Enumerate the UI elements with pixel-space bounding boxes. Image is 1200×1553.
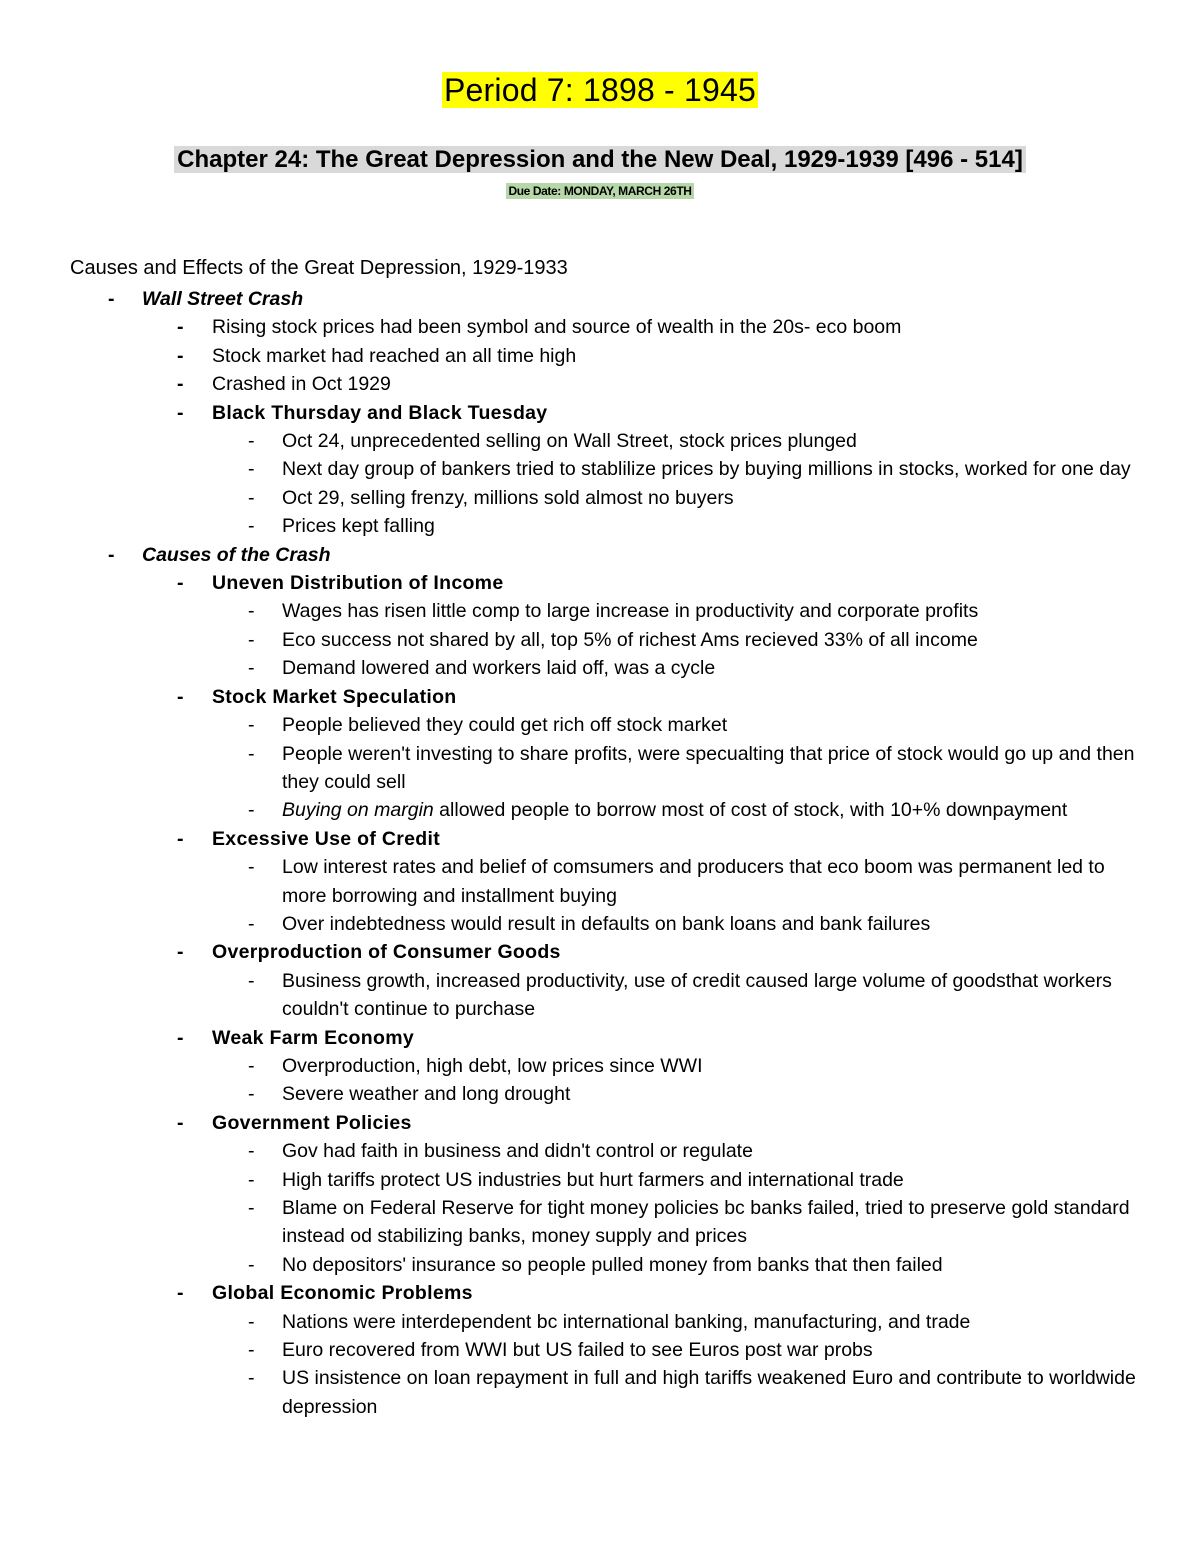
list-item: [0, 512, 1200, 540]
list-item-text: High tariffs protect US industries but hurt farmers and international trade: [282, 1168, 904, 1191]
list-item-text: Business growth, increased productivity, use of credit caused large volume of goodsthat workers couldn't continue to purchase: [282, 969, 1112, 1021]
list-item-text: Uneven Distribution of Income: [212, 572, 504, 595]
bullet-dash: -: [248, 1339, 255, 1362]
list-item-text: Rising stock prices had been symbol and source of wealth in the 20s- eco boom: [212, 316, 902, 339]
list-item: [0, 1279, 1200, 1307]
bullet-dash: -: [248, 742, 255, 765]
list-item-text: Overproduction of Consumer Goods: [212, 941, 561, 964]
bullet-dash: -: [248, 1168, 255, 1191]
list-item: [0, 938, 1200, 966]
list-item: [0, 1024, 1200, 1052]
list-item: [0, 370, 1200, 398]
list-item: [0, 654, 1200, 682]
list-item-text: People weren't investing to share profits, were specualting that price of stock would go up and then they could sell: [282, 742, 1135, 793]
bullet-dash: -: [177, 316, 184, 339]
list-item: [0, 1137, 1200, 1165]
list-item-text: US insistence on loan repayment in full and high tariffs weakened Euro and contribute to worldwide depression: [282, 1367, 1136, 1418]
list-item-text: Excessive Use of Credit: [212, 827, 441, 850]
bullet-dash: -: [177, 373, 184, 396]
list-item-text: Over indebtedness would result in defaults on bank loans and bank failures: [282, 912, 931, 935]
bullet-dash: -: [248, 515, 255, 538]
bullet-dash: -: [248, 1054, 255, 1077]
list-item: [0, 1109, 1200, 1137]
bullet-dash: -: [108, 543, 115, 566]
section-heading: Causes and Effects of the Great Depression, 1929-1933: [70, 257, 568, 279]
list-item: [0, 711, 1200, 739]
list-item: [0, 1166, 1200, 1194]
list-item-text: Crashed in Oct 1929: [212, 373, 391, 396]
bullet-dash: -: [108, 288, 115, 310]
list-item: [0, 541, 1200, 569]
list-item: [0, 967, 1200, 1024]
list-item-text: Stock market had reached an all time high: [212, 344, 577, 367]
list-item: [0, 399, 1200, 427]
list-item: [0, 683, 1200, 711]
list-item-text: Gov had faith in business and didn't control or regulate: [282, 1140, 753, 1163]
bullet-dash: -: [248, 628, 255, 651]
list-item: [0, 1194, 1200, 1251]
bullet-dash: -: [248, 458, 255, 481]
list-item: [0, 455, 1200, 483]
bullet-dash: -: [248, 1367, 255, 1390]
list-item-text: Global Economic Problems: [212, 1282, 473, 1305]
list-item-text: Low interest rates and belief of comsumers and producers that eco boom was permanent led to more borrowing and installment buying: [282, 856, 1105, 907]
bullet-dash: -: [248, 1197, 255, 1219]
list-item-text: Government Policies: [212, 1111, 412, 1134]
list-item: [0, 597, 1200, 625]
list-item: [0, 1364, 1200, 1421]
chapter-title: Chapter 24: The Great Depression and the New Deal, 1929-1939 [496 - 514]: [0, 146, 1200, 174]
list-item: [0, 313, 1200, 341]
list-item-text: People believed they could get rich off stock market: [282, 714, 728, 737]
list-item-text: Severe weather and long drought: [282, 1083, 571, 1106]
list-item-text: Euro recovered from WWI but US failed to see Euros post war probs: [282, 1339, 873, 1362]
bullet-dash: -: [248, 969, 255, 992]
list-item: [0, 740, 1200, 797]
list-item-text: Weak Farm Economy: [212, 1026, 414, 1049]
bullet-dash: -: [248, 1083, 255, 1106]
bullet-dash: -: [177, 1026, 184, 1049]
list-item: [0, 342, 1200, 370]
list-item: [0, 427, 1200, 455]
list-item-text: Blame on Federal Reserve for tight money policies bc banks failed, tried to preserve gold standard instead od stabilizing banks, money supply and prices: [282, 1197, 1130, 1248]
list-item-text: Overproduction, high debt, low prices since WWI: [282, 1054, 703, 1077]
bullet-dash: -: [177, 1111, 184, 1134]
bullet-dash: -: [177, 685, 184, 708]
outline: [0, 285, 1200, 1421]
list-item: [0, 1336, 1200, 1364]
list-item-text: Wall Street Crash: [142, 288, 304, 310]
list-item-text: Demand lowered and workers laid off, was a cycle: [282, 657, 716, 680]
list-item-text: Next day group of bankers tried to stablilize prices by buying millions in stocks, worked for one day: [282, 458, 1131, 481]
list-item-text: Stock Market Speculation: [212, 685, 457, 708]
bullet-dash: -: [248, 1140, 255, 1163]
bullet-dash: -: [248, 856, 255, 879]
list-item: [0, 825, 1200, 853]
list-item-text: Nations were interdependent bc international banking, manufacturing, and trade: [282, 1310, 971, 1333]
bullet-dash: -: [248, 600, 255, 623]
list-item-text: Wages has risen little comp to large increase in productivity and corporate profits: [282, 600, 979, 623]
bullet-dash: -: [248, 657, 255, 680]
bullet-dash: -: [248, 799, 255, 822]
bullet-dash: -: [248, 912, 255, 935]
bullet-dash: -: [248, 486, 255, 509]
bullet-dash: -: [248, 1253, 255, 1276]
list-item: [0, 484, 1200, 512]
list-item: [0, 569, 1200, 597]
due-date: Due Date: MONDAY, MARCH 26TH: [508, 184, 692, 198]
list-item: [0, 285, 1200, 313]
bullet-dash: -: [177, 572, 184, 595]
list-item-text: Causes of the Crash: [142, 543, 331, 566]
list-item: [0, 1052, 1200, 1080]
bullet-dash: -: [177, 1282, 184, 1305]
list-item: [0, 910, 1200, 938]
list-item-text: Oct 24, unprecedented selling on Wall Street, stock prices plunged: [282, 430, 857, 453]
list-item-text: Eco success not shared by all, top 5% of richest Ams recieved 33% of all income: [282, 628, 978, 651]
list-item-text: Prices kept falling: [282, 515, 435, 538]
period-title: Period 7: 1898 - 1945: [444, 72, 756, 108]
list-item: [0, 853, 1200, 910]
bullet-dash: -: [177, 344, 184, 367]
list-item: [0, 626, 1200, 654]
bullet-dash: -: [248, 1310, 255, 1333]
margin-item: Buying on margin allowed people to borrow most of cost of stock, with 10+% downpayment: [282, 799, 1068, 822]
bullet-dash: -: [248, 714, 255, 737]
list-item-text: Oct 29, selling frenzy, millions sold almost no buyers: [282, 486, 734, 509]
bullet-dash: -: [177, 941, 184, 964]
list-item: [0, 1308, 1200, 1336]
margin-term: Buying on margin: [282, 799, 434, 822]
list-item-text: Black Thursday and Black Tuesday: [212, 401, 548, 424]
bullet-dash: -: [248, 430, 255, 453]
list-item: [0, 1251, 1200, 1279]
bullet-dash: -: [177, 401, 184, 424]
list-item: [0, 1080, 1200, 1108]
list-item-text: No depositors' insurance so people pulled money from banks that then failed: [282, 1253, 943, 1276]
bullet-dash: -: [177, 827, 184, 850]
list-item: [0, 796, 1200, 824]
